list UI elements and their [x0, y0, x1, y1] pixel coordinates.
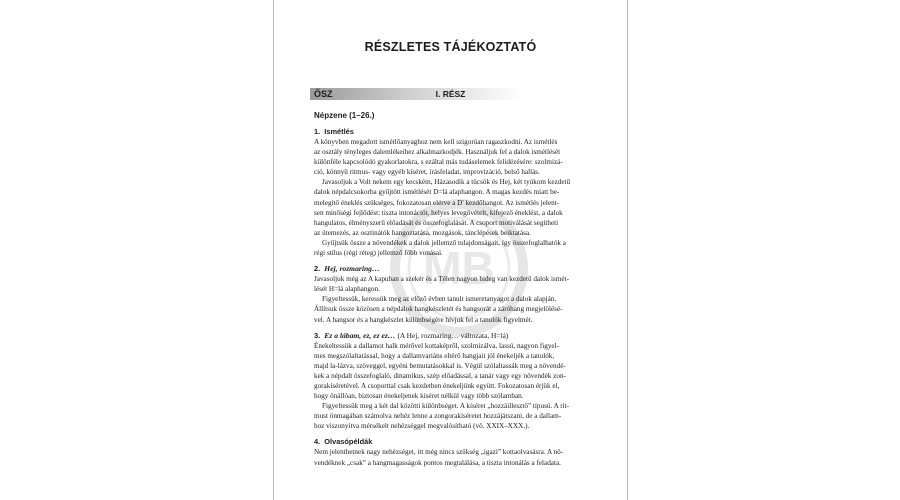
text-line: hogy önállóan, biztosan énekeljenek kíséret nélkül vagy több szólamban. — [314, 392, 524, 401]
text-line: ció, könnyű ritmus- vagy egyéb kíséret, írásfeladat, improvizáció, belső hallás. — [314, 168, 540, 177]
text-line: must önmagában számolva nehéz lenne a zongorakíséretet hozzájátszani, de a dallam- — [314, 412, 562, 421]
text-line: melegítő éneklés szükséges, fokozatosan elérve a D' kezdőhangot. Az ismétlés jelent- — [314, 198, 560, 207]
chapter-subtitle: Népzene (1–26.) — [314, 111, 375, 120]
text-line: az osztály tényleges dalemlékeihez alkalmazkodjék. Használjuk fel a dalok ismétlését — [314, 148, 561, 157]
text-line: lését H=lá alaphangon. — [314, 285, 380, 294]
text-line: Figyeltessük meg a két dal közötti különbséget. A kíséret „hozzáillesztő” típusú. A rit- — [322, 402, 569, 411]
content-body — [314, 127, 592, 468]
text-line: A könyvben megadott ismétlőanyaghoz nem kell szigorúan ragaszkodni. Az ismétlés — [314, 138, 558, 146]
text-line: régi stílus (régi réteg) jellemző főbb vonásai. — [314, 249, 443, 258]
page-title: RÉSZLETES TÁJÉKOZTATÓ — [364, 40, 537, 54]
season-label: ŐSZ — [314, 89, 333, 99]
text-line: mes megszólaltatással, hogy a dallamvariáns eltérő hangjait jól énekeljék a tanulók, — [314, 351, 555, 360]
section-heading: 2. Hej, rozmaring… — [314, 264, 380, 274]
text-line: vel. A hangsor és a hangkészlet különbségére hívjuk fel a tanulók figyelmét. — [314, 315, 533, 324]
text-line: Állítsuk össze közösen a népdalok hangkészletét és hangsorát a záróhang megjelölésé- — [314, 305, 563, 314]
text-line: különféle kapcsolódó gyakorlatokra, s ezáltal más tudáselemek felidézésére: szolmizá- — [314, 158, 563, 167]
document-page — [273, 0, 628, 500]
text-line: kek a népdalt összefoglaló, dinamikus, szép előadással, a tanár vagy egy növendék zon- — [314, 371, 566, 380]
section-heading: 4. Olvasópéldák — [314, 437, 373, 447]
svg-text:MB: MB — [423, 242, 495, 294]
text-line: Figyeltessük, keressük meg az előző évben tanult ismeretanyagot a dalok alapján. — [322, 295, 557, 304]
text-line: Javasoljuk a Volt nekem egy kecském, Házasodik a tücsök és Hej, két tyúkom kezdetű — [322, 178, 571, 187]
text-line: Gyűjtsük össze a növendékek a dalok jellemző tulajdonságait, így összefoglalhatók a — [322, 238, 566, 247]
text-line: az ütemezés, az osztinátók hangoztatása, mozgások, tánclépések beiktatása. — [314, 228, 531, 237]
text-line: hoz viszonyítva mérsékelt nehézséggel megvalósítható (vö. XXIX–XXX.). — [314, 422, 530, 431]
text-line: dalok népdalcsokorba gyűjtött ismétlését D=lá alaphangon. A magas kezdés miatt be- — [314, 188, 560, 197]
text-line: Javasoljuk még az A kapuban a szekér és a Télen nagyon hideg van kezdetű dalok ismét- — [314, 275, 569, 284]
text-line: Énekeltessük a dallamot halk mérővel kottaképről, szolmizálva, lassú, nagyon figyel- — [314, 341, 559, 350]
section-heading: 1. Ismétlés — [314, 127, 354, 136]
text-line: majd la-lázva, szöveggel, egyéni bemutatásokkal is. Végül szólaltassák meg a növendé- — [314, 361, 566, 370]
section-heading: 3. Ez a lábam, ez, ez ez… (A Hej, rozmaring… változata, H=lá) — [314, 330, 509, 340]
text-line: sen minőségi fejlődést: tiszta intonációt, helyes levegővételt, kifejező éneklést, a dalok — [314, 208, 563, 217]
text-line: vendéknek „csak” a hangmagasságok pontos megtalálása, a tiszta intonálás a feladata. — [314, 458, 561, 467]
text-line: Nem jelenthetnek nagy nehézséget, itt még nincs szükség „igazi” kottaolvasásra. A nö- — [314, 448, 564, 457]
text-line: hangulatos, élményszerű előadását és összefoglalását. A csoport motiválását segítheti — [314, 218, 559, 227]
part-label: I. RÉSZ — [435, 89, 466, 99]
text-line: gorakíséretével. A csoporttal csak kezdetben énekeljünk együtt. Fokozatosan érjük el, — [314, 381, 560, 390]
